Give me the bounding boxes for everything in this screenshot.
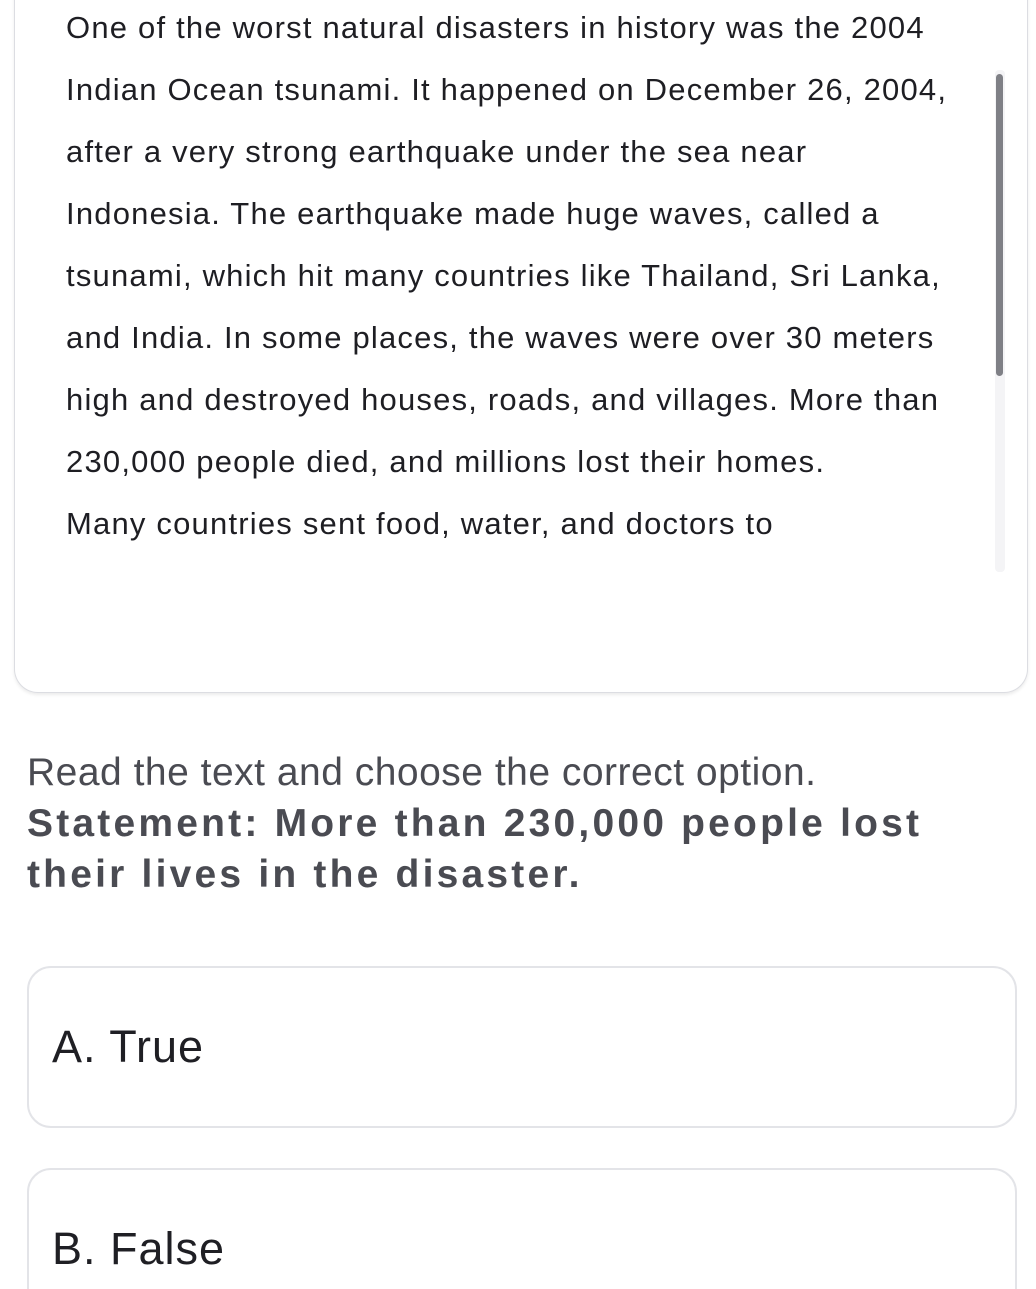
option-label: B. False [52,1223,226,1274]
passage-scrollbar-thumb[interactable] [996,74,1003,376]
question-instruction: Read the text and choose the correct option. [27,751,817,794]
passage-paragraph-1: One of the worst natural disasters in history was the 2004 Indian Ocean tsunami. It happened on December 26, 2004, after a very strong earthquake under the sea near Indonesia. The earthquake made huge waves, called a tsunami, which hit many countries like Thailand, Sri Lanka, and India. In some places, the waves were over 30 meters high and destroyed houses, roads, and villages. More than 230,000 people died, and millions lost their homes. [66,10,948,479]
option-false-button[interactable] [27,1168,1017,1289]
option-true-button[interactable] [27,966,1017,1128]
passage-text [66,0,966,555]
passage-paragraph-2: Many countries sent food, water, and doctors to [66,506,774,541]
reading-passage-card[interactable] [14,0,1028,693]
option-label: A. True [52,1021,205,1072]
question-statement: Statement: More than 230,000 people lost their lives in the disaster. [27,802,923,896]
